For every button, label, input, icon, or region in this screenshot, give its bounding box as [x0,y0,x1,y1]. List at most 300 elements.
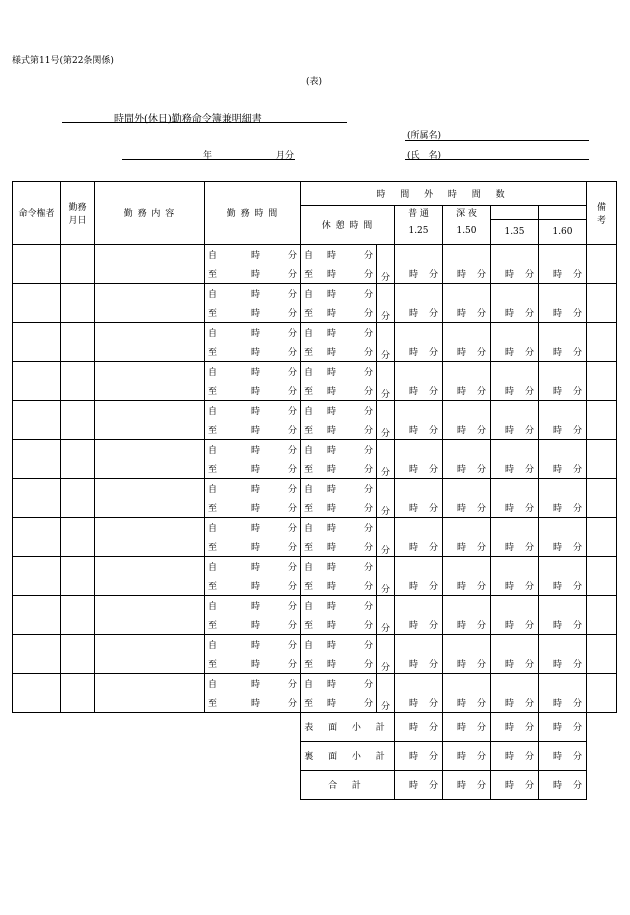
minute-label: 分 [428,698,438,709]
work-time-from[interactable] [205,361,301,381]
minute-label: 分 [476,723,486,733]
hour-label: 時 [250,542,260,553]
rate135-hours-cell[interactable] [491,517,539,556]
minute-label: 分 [363,406,373,417]
hour-label: 時 [250,503,260,514]
rate-160: 1.60 [539,219,587,244]
rate160-hours-cell[interactable] [539,283,587,322]
late-night-hours-cell[interactable] [443,673,491,712]
work-date-cell[interactable] [61,634,95,673]
from-to-label: 至 [208,386,218,397]
authorizer-cell[interactable] [13,283,61,322]
total-late-night-cell[interactable] [443,770,491,799]
hour-label: 時 [505,464,515,475]
rate160-hours-cell[interactable] [539,439,587,478]
remarks-cell[interactable] [587,517,617,556]
authorizer-cell[interactable] [13,634,61,673]
total-rate160-cell[interactable] [539,741,587,770]
minute-label: 分 [363,659,373,670]
authorizer-cell[interactable] [13,361,61,400]
rate135-hours-cell[interactable] [491,478,539,517]
total-normal-cell[interactable] [395,712,443,741]
total-normal-cell[interactable] [395,770,443,799]
late-night-hours-cell[interactable] [443,283,491,322]
hour-label: 時 [250,679,260,690]
break-time-to[interactable] [301,537,377,557]
rate135-hours-cell[interactable] [491,361,539,400]
hour-label: 時 [553,308,563,319]
break-time-to[interactable] [301,303,377,323]
overtime-table [12,181,617,800]
late-night-hours-cell[interactable] [443,634,491,673]
table-row [13,283,617,303]
hour-label: 時 [326,640,336,651]
hour-label: 時 [250,386,260,397]
minute-label: 分 [363,308,373,319]
normal-hours-cell[interactable] [395,673,443,712]
minute-label: 分 [287,289,297,300]
work-time-to[interactable] [205,381,301,401]
work-time-to[interactable] [205,576,301,596]
break-time-from[interactable] [301,634,377,654]
hour-label: 時 [505,659,515,670]
minute-label: 分 [524,723,534,733]
hour-label: 時 [409,752,419,762]
total-rate160-cell[interactable] [539,712,587,741]
col-normal: 普 通 [395,206,443,220]
normal-hours-cell[interactable] [395,244,443,283]
minute-label: 分 [287,503,297,514]
minute-label: 分 [476,698,486,709]
normal-hours-cell[interactable] [395,283,443,322]
rate135-hours-cell[interactable] [491,634,539,673]
from-to-label: 至 [208,620,218,631]
minute-label: 分 [572,269,582,280]
remarks-cell[interactable] [587,673,617,712]
remarks-cell[interactable] [587,322,617,361]
hour-label: 時 [250,250,260,261]
minute-label: 分 [287,542,297,553]
work-date-cell[interactable] [61,400,95,439]
minute-label: 分 [524,581,534,592]
break-minute-cell: 分 [377,595,395,634]
normal-hours-cell[interactable] [395,556,443,595]
from-to-label: 至 [304,620,314,631]
hour-label: 時 [409,581,419,592]
total-row [13,770,617,799]
table-row [13,634,617,654]
work-content-cell[interactable] [95,322,205,361]
hour-label: 時 [505,269,515,280]
authorizer-cell[interactable] [13,439,61,478]
minute-label: 分 [476,581,486,592]
break-time-to[interactable] [301,693,377,713]
work-time-to[interactable] [205,459,301,479]
normal-hours-cell[interactable] [395,517,443,556]
table-row [13,244,617,264]
work-time-from[interactable] [205,478,301,498]
authorizer-cell[interactable] [13,556,61,595]
work-date-cell[interactable] [61,673,95,712]
minute-label: 分 [428,464,438,475]
rate160-hours-cell[interactable] [539,595,587,634]
hour-label: 時 [409,503,419,514]
break-time-to[interactable] [301,264,377,284]
work-content-cell[interactable] [95,478,205,517]
table-row [13,673,617,693]
total-row [13,712,617,741]
hour-label: 時 [505,752,515,762]
break-minute-cell: 分 [377,439,395,478]
work-content-cell[interactable] [95,634,205,673]
work-date-cell[interactable] [61,283,95,322]
authorizer-cell[interactable] [13,400,61,439]
total-late-night-cell[interactable] [443,712,491,741]
total-late-night-cell[interactable] [443,741,491,770]
break-time-from[interactable] [301,595,377,615]
break-time-from[interactable] [301,244,377,264]
hour-label: 時 [250,523,260,534]
minute-label: 分 [428,386,438,397]
minute-label: 分 [363,464,373,475]
hour-label: 時 [505,781,515,791]
hour-label: 時 [457,347,467,358]
minute-label: 分 [524,698,534,709]
break-time-from[interactable] [301,556,377,576]
from-to-label: 自 [304,328,314,339]
hour-label: 時 [250,367,260,378]
rate135-hours-cell[interactable] [491,283,539,322]
authorizer-cell[interactable] [13,595,61,634]
hour-label: 時 [250,484,260,495]
rate160-hours-cell[interactable] [539,478,587,517]
from-to-label: 自 [208,484,218,495]
hour-label: 時 [553,542,563,553]
hour-label: 時 [505,503,515,514]
normal-hours-cell[interactable] [395,595,443,634]
work-time-from[interactable] [205,556,301,576]
rate160-hours-cell[interactable] [539,673,587,712]
work-date-cell[interactable] [61,439,95,478]
from-to-label: 自 [304,367,314,378]
hour-label: 時 [553,386,563,397]
normal-hours-cell[interactable] [395,400,443,439]
from-to-label: 自 [304,406,314,417]
from-to-label: 至 [304,503,314,514]
work-time-to[interactable] [205,420,301,440]
total-rate135-cell[interactable] [491,770,539,799]
hour-label: 時 [326,503,336,514]
work-content-cell[interactable] [95,439,205,478]
rate160-hours-cell[interactable] [539,244,587,283]
break-minute-cell: 分 [377,517,395,556]
from-to-label: 自 [208,367,218,378]
total-rate160-cell[interactable] [539,770,587,799]
work-time-from[interactable] [205,322,301,342]
late-night-hours-cell[interactable] [443,322,491,361]
hour-label: 時 [409,781,419,791]
hour-label: 時 [326,542,336,553]
minute-label: 分 [287,367,297,378]
from-to-label: 至 [208,581,218,592]
minute-label: 分 [363,562,373,573]
normal-hours-cell[interactable] [395,478,443,517]
work-date-cell[interactable] [61,517,95,556]
break-minute-cell: 分 [377,244,395,283]
normal-hours-cell[interactable] [395,361,443,400]
normal-hours-cell[interactable] [395,322,443,361]
rate135-hours-cell[interactable] [491,400,539,439]
rate135-hours-cell[interactable] [491,595,539,634]
hour-label: 時 [326,464,336,475]
remarks-cell[interactable] [587,361,617,400]
minute-label: 分 [572,659,582,670]
hour-label: 時 [553,581,563,592]
work-time-from[interactable] [205,673,301,693]
hour-label: 時 [553,269,563,280]
minute-label: 分 [572,781,582,791]
work-time-to[interactable] [205,342,301,362]
break-time-to[interactable] [301,576,377,596]
remarks-cell[interactable] [587,595,617,634]
work-time-from[interactable] [205,595,301,615]
minute-label: 分 [524,542,534,553]
hour-label: 時 [326,445,336,456]
minute-label: 分 [287,386,297,397]
work-time-to[interactable] [205,654,301,674]
minute-label: 分 [363,601,373,612]
minute-label: 分 [524,781,534,791]
work-time-from[interactable] [205,634,301,654]
minute-label: 分 [428,659,438,670]
minute-label: 分 [572,386,582,397]
rate135-hours-cell[interactable] [491,439,539,478]
minute-label: 分 [524,503,534,514]
break-time-to[interactable] [301,654,377,674]
break-time-to[interactable] [301,342,377,362]
break-time-from[interactable] [301,673,377,693]
minute-label: 分 [476,308,486,319]
hour-label: 時 [457,620,467,631]
work-time-to[interactable] [205,537,301,557]
normal-hours-cell[interactable] [395,634,443,673]
rate135-hours-cell[interactable] [491,322,539,361]
minute-label: 分 [476,659,486,670]
hour-label: 時 [250,581,260,592]
minute-label: 分 [287,640,297,651]
table-row [13,517,617,537]
break-minute-cell: 分 [377,673,395,712]
rate-150: 1.50 [443,219,491,244]
rate160-hours-cell[interactable] [539,361,587,400]
work-date-cell[interactable] [61,361,95,400]
late-night-hours-cell[interactable] [443,517,491,556]
authorizer-cell[interactable] [13,517,61,556]
minute-label: 分 [572,542,582,553]
work-time-from[interactable] [205,439,301,459]
late-night-hours-cell[interactable] [443,400,491,439]
hour-label: 時 [505,425,515,436]
total-rate135-cell[interactable] [491,741,539,770]
minute-label: 分 [287,620,297,631]
hour-label: 時 [457,542,467,553]
late-night-hours-cell[interactable] [443,244,491,283]
hour-label: 時 [457,503,467,514]
minute-label: 分 [363,269,373,280]
total-rate135-cell[interactable] [491,712,539,741]
late-night-hours-cell[interactable] [443,595,491,634]
from-to-label: 自 [208,250,218,261]
total-normal-cell[interactable] [395,741,443,770]
work-content-cell[interactable] [95,517,205,556]
hour-label: 時 [553,347,563,358]
break-time-to[interactable] [301,420,377,440]
work-date-cell[interactable] [61,595,95,634]
remarks-cell[interactable] [587,634,617,673]
work-time-to[interactable] [205,264,301,284]
minute-label: 分 [287,698,297,709]
minute-label: 分 [572,581,582,592]
table-row [13,556,617,576]
work-content-cell[interactable] [95,283,205,322]
from-to-label: 自 [304,250,314,261]
work-time-to[interactable] [205,498,301,518]
table-row [13,361,617,381]
late-night-hours-cell[interactable] [443,478,491,517]
remarks-cell[interactable] [587,283,617,322]
remarks-cell[interactable] [587,244,617,283]
minute-label: 分 [363,679,373,690]
authorizer-cell[interactable] [13,322,61,361]
authorizer-cell[interactable] [13,478,61,517]
break-time-to[interactable] [301,381,377,401]
break-time-from[interactable] [301,439,377,459]
break-time-to[interactable] [301,459,377,479]
rate135-hours-cell[interactable] [491,244,539,283]
break-time-from[interactable] [301,322,377,342]
break-time-to[interactable] [301,615,377,635]
from-to-label: 至 [208,269,218,280]
from-to-label: 至 [304,308,314,319]
work-date-cell[interactable] [61,478,95,517]
col-work-date: 勤務月日 [61,182,95,245]
work-content-cell[interactable] [95,595,205,634]
remarks-cell[interactable] [587,439,617,478]
late-night-hours-cell[interactable] [443,556,491,595]
minute-label: 分 [363,542,373,553]
minute-label: 分 [428,269,438,280]
rate160-hours-cell[interactable] [539,322,587,361]
work-time-to[interactable] [205,303,301,323]
rate135-hours-cell[interactable] [491,673,539,712]
minute-label: 分 [428,425,438,436]
from-to-label: 至 [304,269,314,280]
work-time-to[interactable] [205,615,301,635]
remarks-cell[interactable] [587,556,617,595]
minute-label: 分 [363,698,373,709]
break-time-from[interactable] [301,478,377,498]
work-content-cell[interactable] [95,400,205,439]
minute-label: 分 [363,425,373,436]
from-to-label: 至 [304,386,314,397]
break-minute-cell: 分 [377,283,395,322]
minute-label: 分 [363,503,373,514]
work-date-cell[interactable] [61,556,95,595]
work-time-from[interactable] [205,517,301,537]
from-to-label: 自 [304,562,314,573]
hour-label: 時 [409,542,419,553]
work-time-from[interactable] [205,400,301,420]
hour-label: 時 [457,698,467,709]
work-time-from[interactable] [205,283,301,303]
table-row [13,478,617,498]
work-content-cell[interactable] [95,361,205,400]
hour-label: 時 [505,308,515,319]
break-time-from[interactable] [301,517,377,537]
minute-label: 分 [572,347,582,358]
hour-label: 時 [505,386,515,397]
hour-label: 時 [553,752,563,762]
hour-label: 時 [326,620,336,631]
break-time-from[interactable] [301,400,377,420]
work-content-cell[interactable] [95,244,205,283]
hour-label: 時 [250,269,260,280]
hour-label: 時 [409,386,419,397]
from-to-label: 至 [304,464,314,475]
rate160-hours-cell[interactable] [539,517,587,556]
minute-label: 分 [363,289,373,300]
rate160-hours-cell[interactable] [539,400,587,439]
back-subtotal-label: 裏 面 小 計 [301,741,395,770]
minute-label: 分 [287,601,297,612]
break-time-from[interactable] [301,361,377,381]
rate135-hours-cell[interactable] [491,556,539,595]
late-night-hours-cell[interactable] [443,439,491,478]
work-content-cell[interactable] [95,556,205,595]
hour-label: 時 [505,723,515,733]
hour-label: 時 [250,620,260,631]
col-authorizer: 命令権者 [13,182,61,245]
work-content-cell[interactable] [95,673,205,712]
rate160-hours-cell[interactable] [539,556,587,595]
work-date-cell[interactable] [61,322,95,361]
remarks-cell[interactable] [587,478,617,517]
hour-label: 時 [505,542,515,553]
normal-hours-cell[interactable] [395,439,443,478]
minute-label: 分 [363,328,373,339]
work-time-from[interactable] [205,244,301,264]
authorizer-cell[interactable] [13,244,61,283]
authorizer-cell[interactable] [13,673,61,712]
hour-label: 時 [326,269,336,280]
work-date-cell[interactable] [61,244,95,283]
minute-label: 分 [572,308,582,319]
work-time-to[interactable] [205,693,301,713]
from-to-label: 至 [304,581,314,592]
from-to-label: 自 [304,640,314,651]
minute-label: 分 [428,620,438,631]
break-time-from[interactable] [301,283,377,303]
remarks-cell[interactable] [587,400,617,439]
hour-label: 時 [250,659,260,670]
from-to-label: 自 [304,679,314,690]
break-time-to[interactable] [301,498,377,518]
minute-label: 分 [524,464,534,475]
rate160-hours-cell[interactable] [539,634,587,673]
from-to-label: 自 [208,289,218,300]
hour-label: 時 [505,581,515,592]
late-night-hours-cell[interactable] [443,361,491,400]
